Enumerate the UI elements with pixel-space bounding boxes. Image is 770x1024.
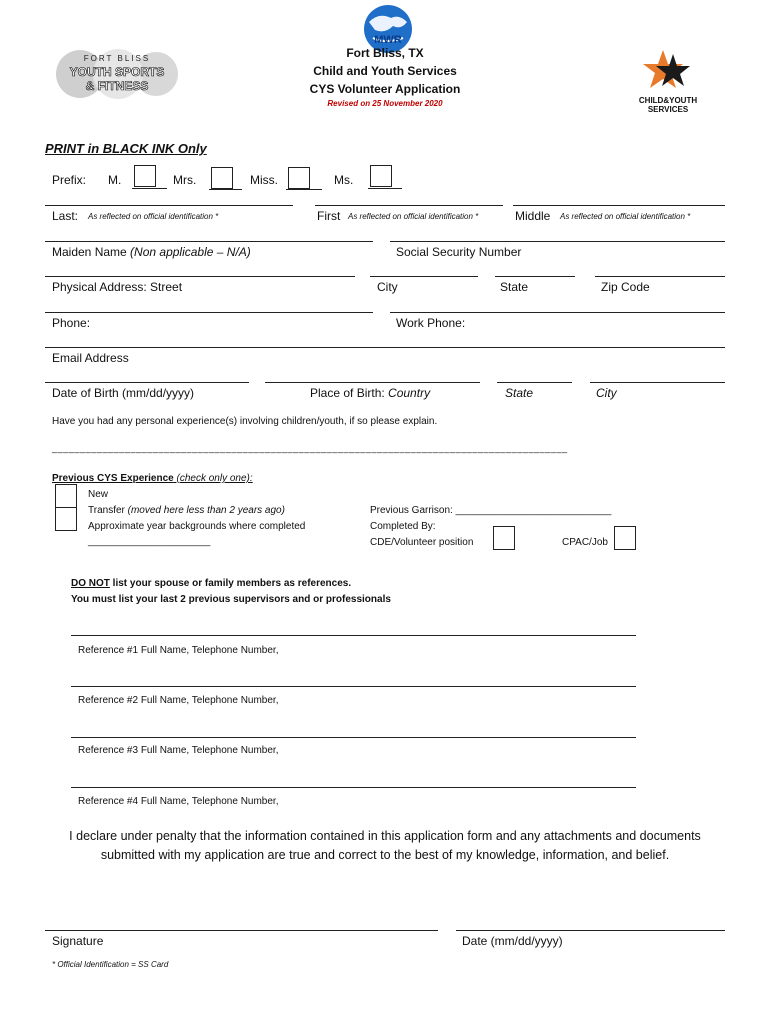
date-label: Date (mm/dd/yyyy) (462, 934, 563, 948)
pob-city-label: City (596, 386, 617, 400)
last-name-note: As reflected on official identification * (88, 212, 219, 221)
maiden-name-label: Maiden Name (Non applicable – N/A) (52, 245, 251, 259)
mwr-text: MWR (374, 34, 402, 46)
prefix-checkbox-m[interactable] (134, 165, 156, 187)
experience-question: Have you had any personal experience(s) involving children/youth, if so please explain. (52, 416, 438, 427)
prefix-option-ms: Ms. (334, 173, 354, 187)
completed-by-label: Completed By: (370, 521, 436, 532)
header-line1: Fort Bliss, TX (346, 46, 424, 60)
prefix-label: Prefix: (52, 173, 87, 187)
city-label: City (377, 280, 398, 294)
references-note: DO NOT list your spouse or family members as references. (71, 578, 352, 589)
logo-right-text: CHILD&YOUTH SERVICES (638, 96, 698, 114)
print-instructions: PRINT in BLACK INK Only (45, 141, 207, 156)
cpac-checkbox[interactable] (614, 526, 636, 550)
approx-year-label: Approximate year backgrounds where completed (88, 521, 306, 532)
experience-answer-line[interactable]: ____________________________________________________________________________________________ (52, 443, 568, 453)
transfer-label: Transfer (moved here less than 2 years ago) (88, 505, 285, 516)
reference-1-label: Reference #1 Full Name, Telephone Number, (78, 645, 279, 656)
prefix-option-m: M. (108, 173, 122, 187)
last-name-label: Last: (52, 209, 79, 223)
cpac-label: CPAC/Job (562, 537, 608, 548)
header-line2: Child and Youth Services (313, 64, 457, 78)
pob-label: Place of Birth: Country (310, 386, 431, 400)
revised-date: Revised on 25 November 2020 (327, 99, 443, 108)
cde-checkbox[interactable] (493, 526, 515, 550)
reference-4-label: Reference #4 Full Name, Telephone Number, (78, 796, 279, 807)
previous-garrison-label: Previous Garrison: ____________________________ (370, 505, 612, 516)
child-youth-services-logo (618, 46, 718, 114)
youth-sports-logo (52, 48, 182, 100)
ssn-label: Social Security Number (396, 245, 522, 259)
references-note-2: You must list your last 2 previous supervisors and or professionals (71, 594, 391, 605)
prefix-option-mrs: Mrs. (173, 173, 197, 187)
reference-2-label: Reference #2 Full Name, Telephone Number, (78, 695, 279, 706)
dob-label: Date of Birth (mm/dd/yyyy) (52, 386, 195, 400)
cde-label: CDE/Volunteer position (370, 537, 474, 548)
pob-state-label: State (505, 386, 534, 400)
previous-experience-title: Previous CYS Experience (check only one): (52, 473, 253, 484)
approx-year-blank[interactable]: ______________________ (88, 536, 211, 547)
state-label: State (500, 280, 529, 294)
logo-left-line1: FORT BLISS (83, 54, 151, 63)
prefix-checkbox-miss[interactable] (288, 167, 310, 189)
signature-label: Signature (52, 934, 104, 948)
zip-label: Zip Code (601, 280, 650, 294)
middle-name-label: Middle (515, 209, 551, 223)
logo-left-line3: & FITNESS (85, 79, 149, 93)
header-line3: CYS Volunteer Application (309, 82, 461, 96)
prefix-option-miss: Miss. (250, 173, 278, 187)
new-label: New (88, 489, 109, 500)
declaration-text: I declare under penalty that the information contained in this application form and any attachments and documents submitted with my application are true and correct to the best of my knowledge, information, and belief. (69, 829, 701, 862)
first-name-label: First (317, 209, 341, 223)
prefix-checkbox-mrs[interactable] (211, 167, 233, 189)
footnote: * Official Identification = SS Card (52, 960, 169, 969)
phone-label: Phone: (52, 316, 91, 330)
first-name-note: As reflected on official identification * (348, 212, 479, 221)
email-label: Email Address (52, 351, 129, 365)
transfer-checkbox[interactable] (55, 507, 77, 531)
prefix-checkbox-ms[interactable] (370, 165, 392, 187)
street-label: Physical Address: Street (52, 280, 183, 294)
work-phone-label: Work Phone: (396, 316, 466, 330)
new-checkbox[interactable] (55, 484, 77, 508)
middle-name-note: As reflected on official identification * (560, 212, 691, 221)
reference-3-label: Reference #3 Full Name, Telephone Number, (78, 745, 279, 756)
logo-left-line2: YOUTH SPORTS (69, 65, 165, 79)
